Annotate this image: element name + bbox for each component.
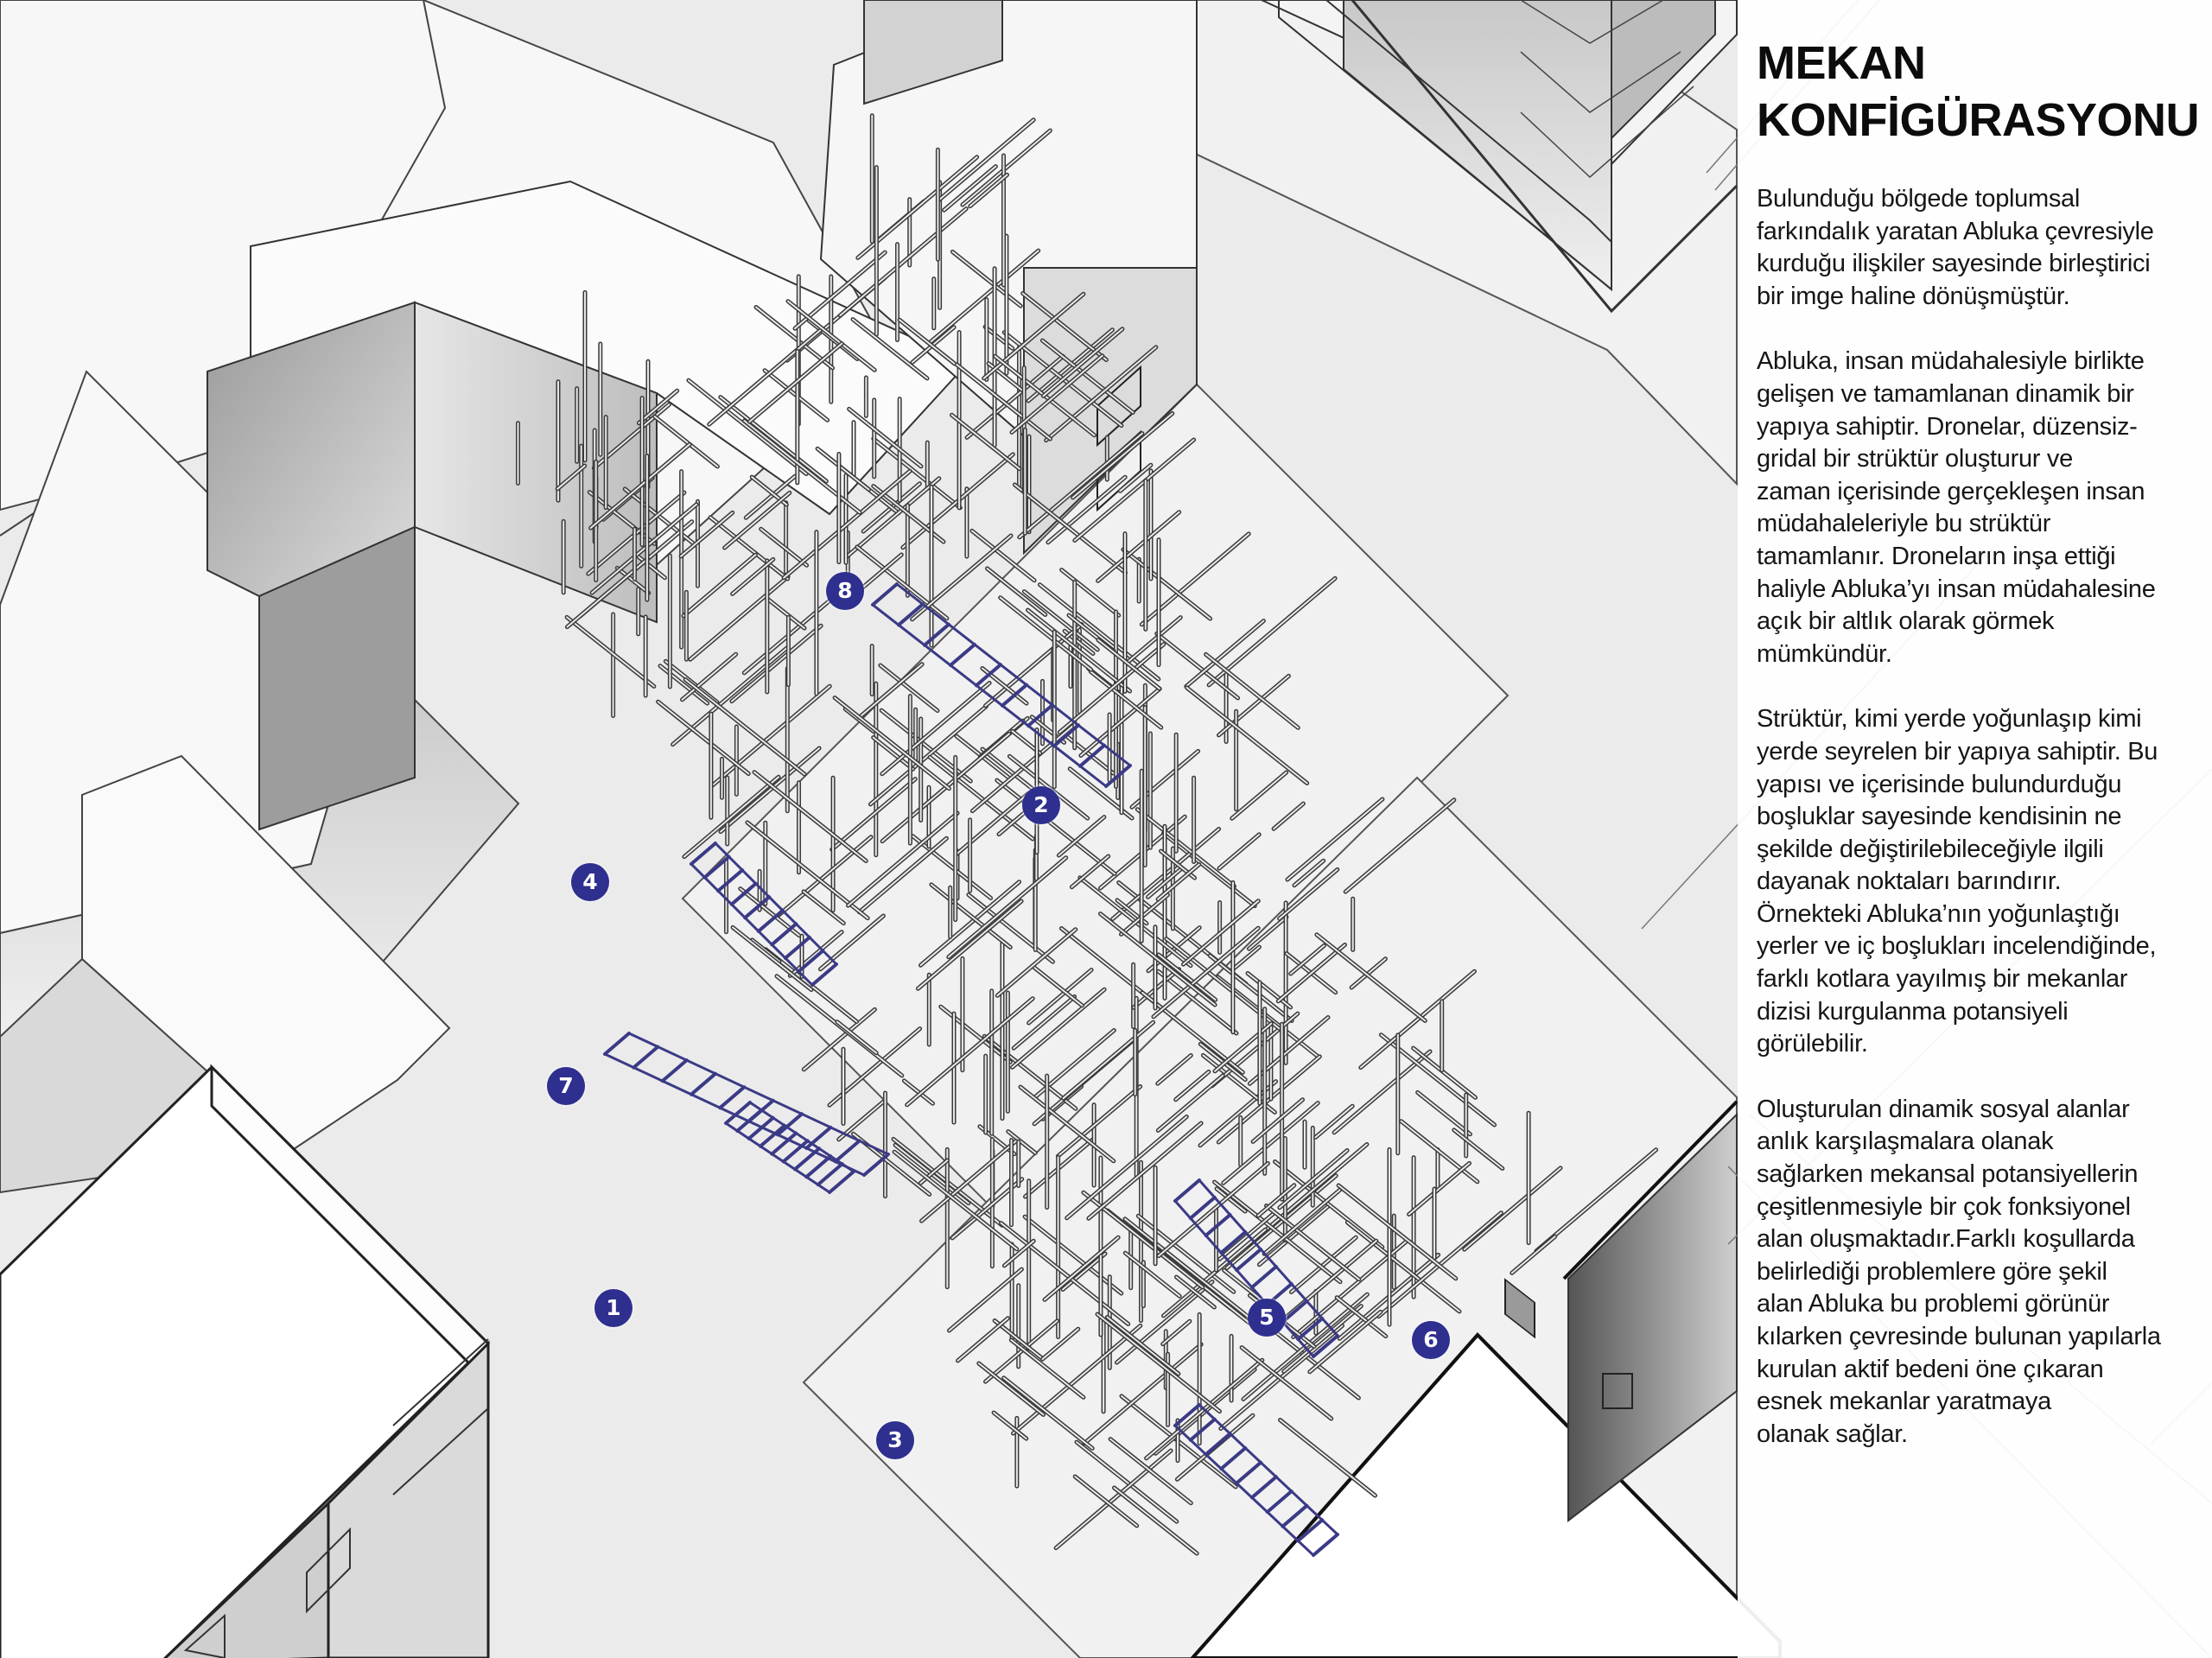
marker-8: 8 [826, 572, 864, 610]
title-line-1: MEKAN [1757, 37, 1926, 89]
text-panel [1757, 35, 2202, 1451]
marker-5: 5 [1248, 1299, 1286, 1337]
title-line-2: KONFİGÜRASYONU [1757, 94, 2200, 146]
marker-3: 3 [876, 1421, 914, 1459]
marker-1: 1 [594, 1289, 632, 1327]
paragraph-3: Strüktür, kimi yerde yoğunlaşıp kimi yerde seyrelen bir yapıya sahiptir. Bu yapısı ve içerisinde bulundurduğu boşluklar sayesinde kendisinin ne şekilde değiştirilebileceğiyle ilgili dayanak noktaları barındırır. Örnekteki Abluka’nın yoğunlaştığı yerler ve iç boşlukları incelendiğinde, farklı kotlara yayılmış bir mekanlar dizisi kurgulanma potansiyeli görülebilir. [1757, 705, 2158, 1058]
marker-4: 4 [571, 863, 609, 901]
paragraph-4: Oluşturulan dinamik sosyal alanlar anlık karşılaşmalara olanak sağlarken mekansal potansiyellerin çeşitlenmesiyle bir çok fonksiyonel alan oluşmaktadır.Farklı koşullarda belirlediği problemlere göre şekil alan Abluka bu problemi görünür kılarken çevresinde bulunan yapılarla kurulan aktif bedeni öne çıkaran esnek mekanlar yaratmaya olanak sağlar. [1757, 1095, 2161, 1448]
paragraph-1: Bulunduğu bölgede toplumsal farkındalık yaratan Abluka çevresiyle kurduğu ilişkiler sayesinde birleştirici bir imge haline dönüşmüştür. [1757, 185, 2154, 310]
page-title [1757, 35, 2202, 149]
marker-7: 7 [547, 1067, 585, 1105]
paragraph-2: Abluka, insan müdahalesiyle birlikte gelişen ve tamamlanan dinamik bir yapıya sahiptir. Dronelar, düzensiz- gridal bir strüktür oluşturur ve zaman içerisinde gerçekleşen insan müdahaleleriyle bu strüktür tamamlanır. Droneların inşa ettiği haliyle Abluka’yı insan müdahalesine açık bir altlık olarak görmek mümkündür. [1757, 347, 2156, 668]
marker-6: 6 [1412, 1321, 1450, 1359]
marker-2: 2 [1022, 786, 1060, 824]
